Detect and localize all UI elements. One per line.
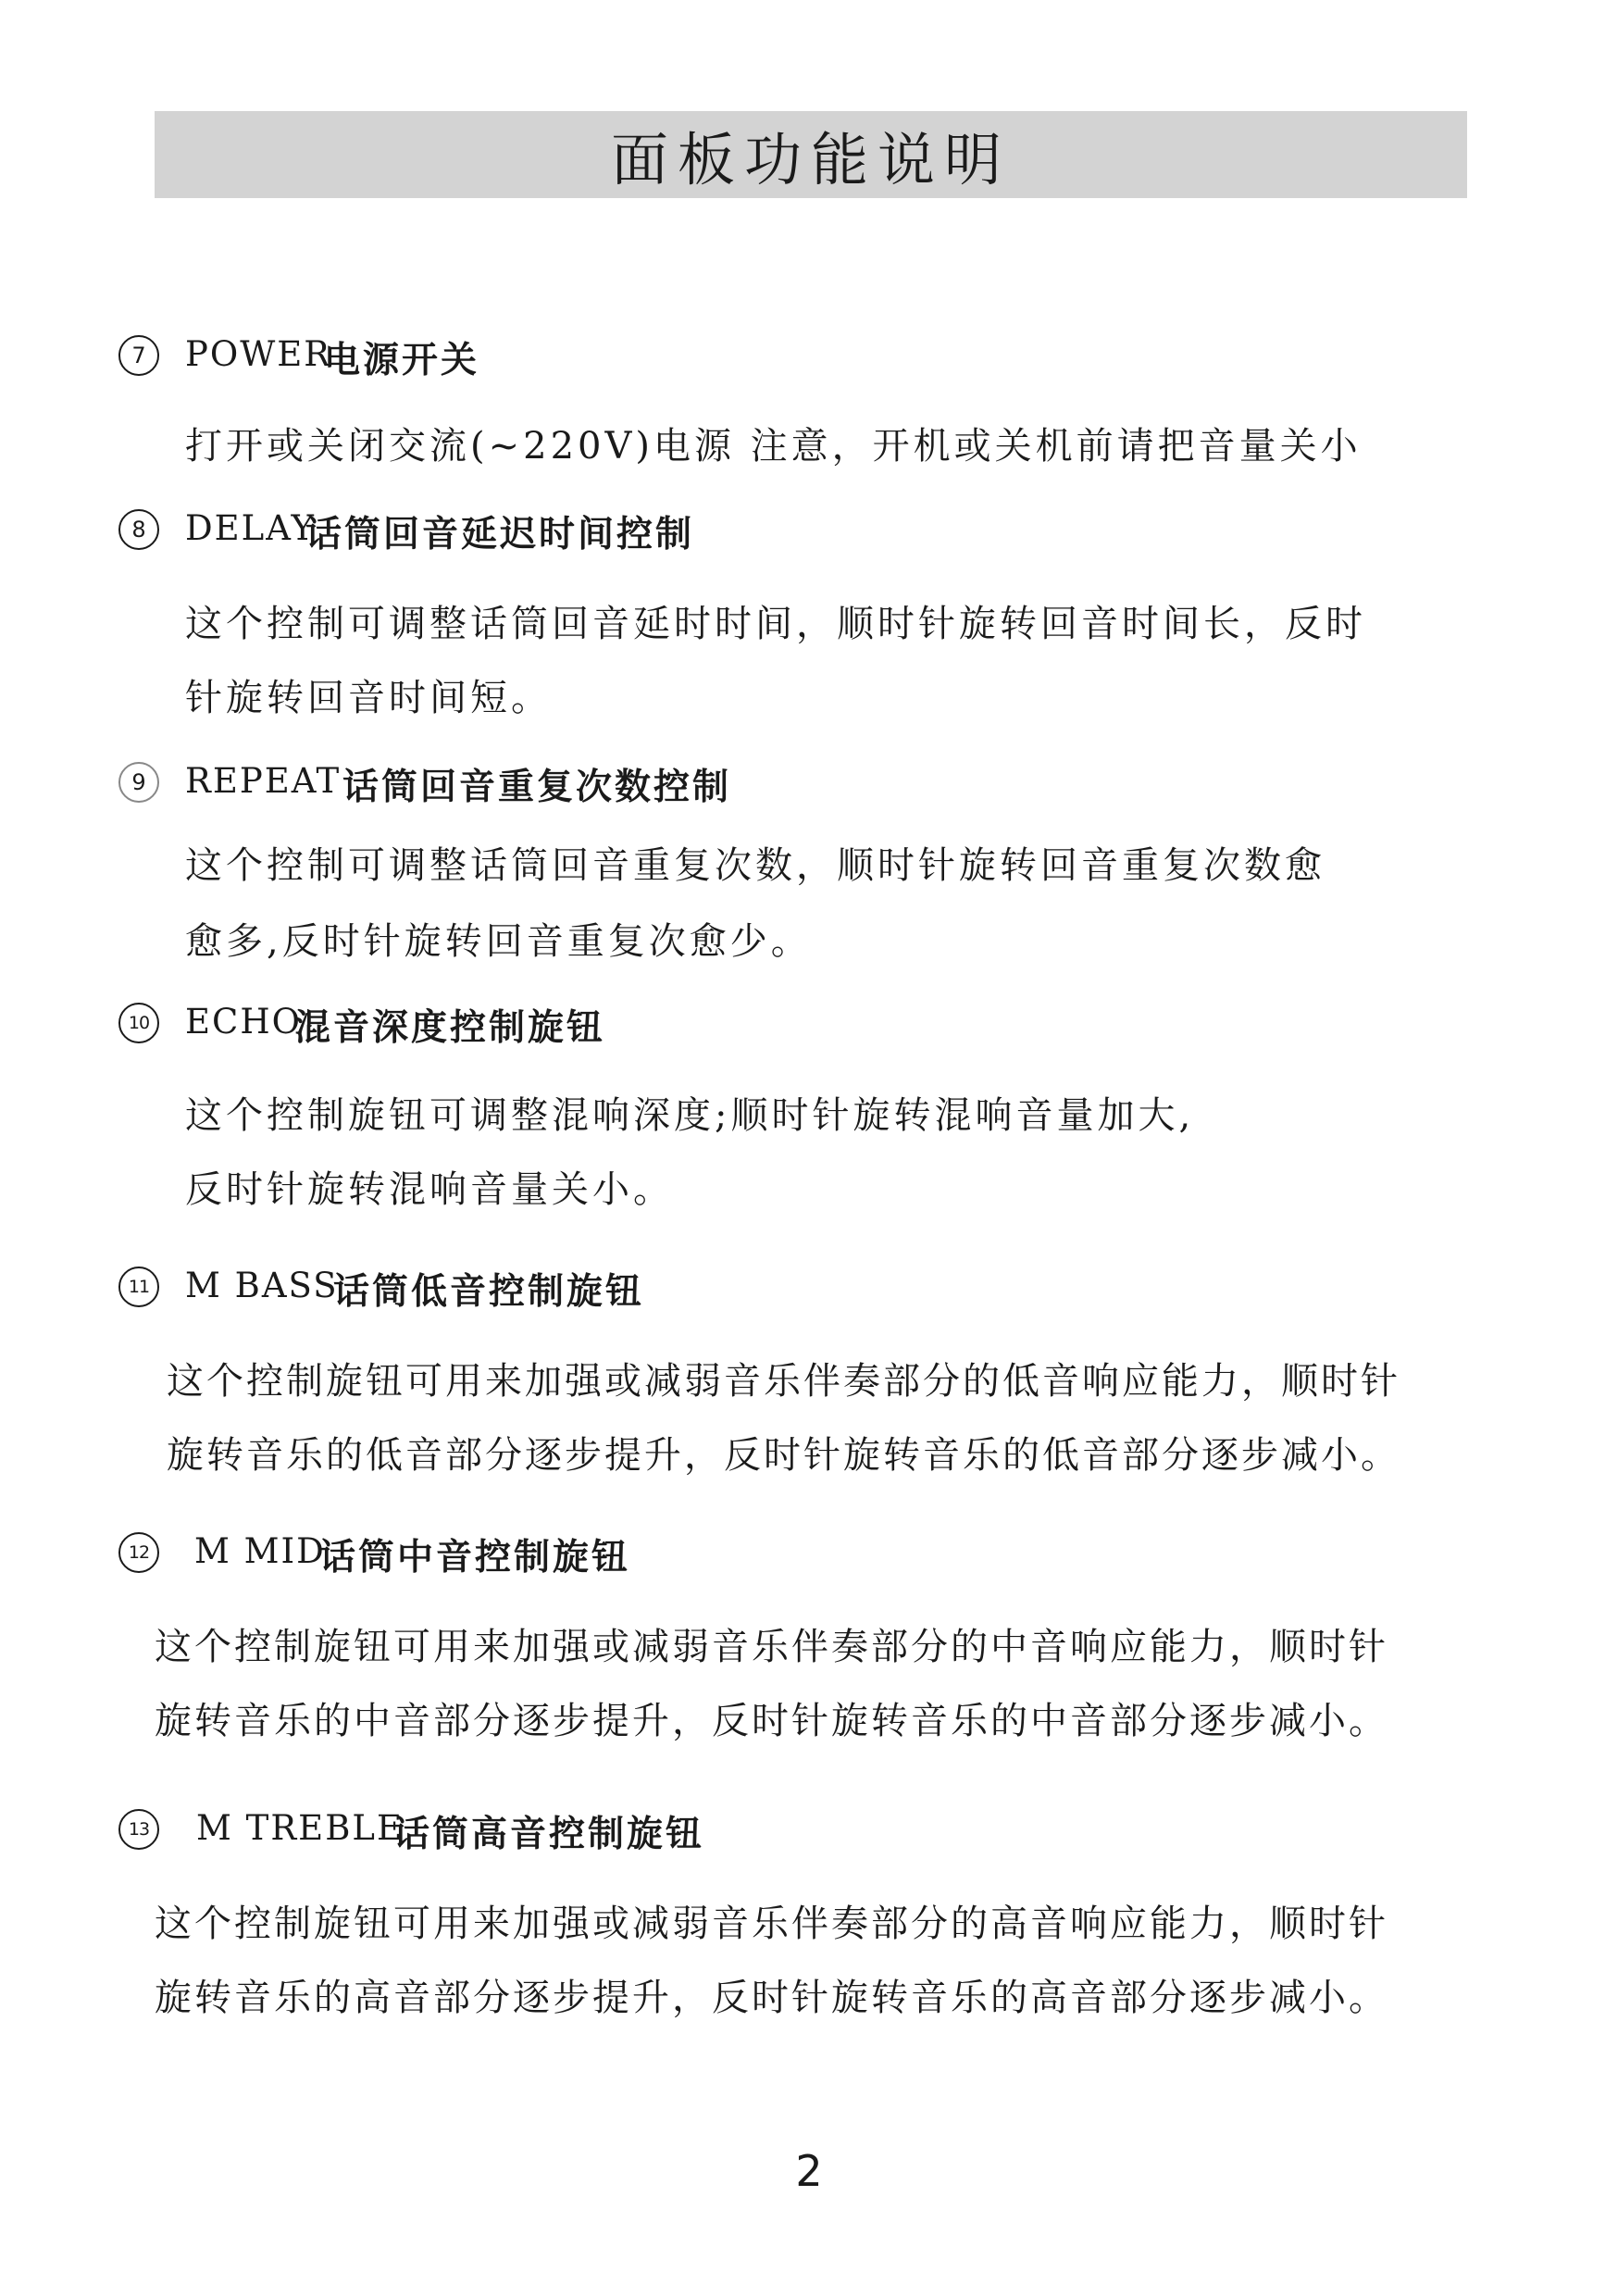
section-text-line: 旋转音乐的中音部分逐步提升，反时针旋转音乐的中音部分逐步减小。 [155,1700,1388,1742]
section-code: M MID [194,1531,326,1571]
section-text-line: 打开或关闭交流(~220V)电源 注意，开机或关机前请把音量关小 [185,425,1362,468]
section-code: M BASS [185,1266,339,1305]
section-name: 混音深度控制旋钮 [294,1007,606,1049]
section-text-line: 这个控制旋钮可用来加强或减弱音乐伴奏部分的中音响应能力，顺时针 [155,1626,1388,1668]
section-text-line: 这个控制旋钮可用来加强或减弱音乐伴奏部分的高音响应能力，顺时针 [155,1903,1388,1945]
page-number: 2 [795,2146,823,2196]
section-text-line: 这个控制旋钮可用来加强或减弱音乐伴奏部分的低音响应能力，顺时针 [167,1360,1400,1403]
section-code: POWER [185,334,332,374]
section-code: DELAY [185,508,316,548]
item-number-badge: 11 [118,1267,159,1307]
item-number-badge: 13 [118,1809,159,1850]
section-name: 话筒回音延迟时间控制 [305,514,695,555]
section-code: M TREBLE [196,1808,404,1848]
section-name: 话筒高音控制旋钮 [393,1814,705,1855]
section-text-line: 这个控制旋钮可调整混响深度;顺时针旋转混响音量加大, [185,1094,1195,1137]
section-text-line: 针旋转回音时间短。 [185,677,552,719]
section-text-line: 愈多,反时针旋转回音重复次愈少。 [185,920,812,963]
item-number-badge: 10 [118,1003,159,1043]
item-number-badge: 9 [118,762,159,803]
section-text-line: 旋转音乐的高音部分逐步提升，反时针旋转音乐的高音部分逐步减小。 [155,1977,1388,2019]
page-title: 面板功能说明 [610,125,1011,193]
section-text-line: 这个控制可调整话筒回音重复次数，顺时针旋转回音重复次数愈 [185,844,1326,887]
item-number-badge: 7 [118,335,159,376]
section-code: REPEAT [185,761,342,801]
section-code: ECHO [185,1002,302,1042]
section-text-line: 反时针旋转混响音量关小。 [185,1168,674,1211]
section-name: 话筒中音控制旋钮 [319,1537,631,1578]
section-name: 话筒低音控制旋钮 [333,1271,645,1313]
item-number-badge: 8 [118,509,159,550]
title-bar [155,111,1467,198]
section-name: 话筒回音重复次数控制 [342,767,732,808]
section-name: 电源开关 [324,340,480,381]
section-text-line: 这个控制可调整话筒回音延时时间，顺时针旋转回音时间长，反时 [185,603,1366,645]
item-number-badge: 12 [118,1532,159,1573]
section-text-line: 旋转音乐的低音部分逐步提升，反时针旋转音乐的低音部分逐步减小。 [167,1434,1400,1477]
